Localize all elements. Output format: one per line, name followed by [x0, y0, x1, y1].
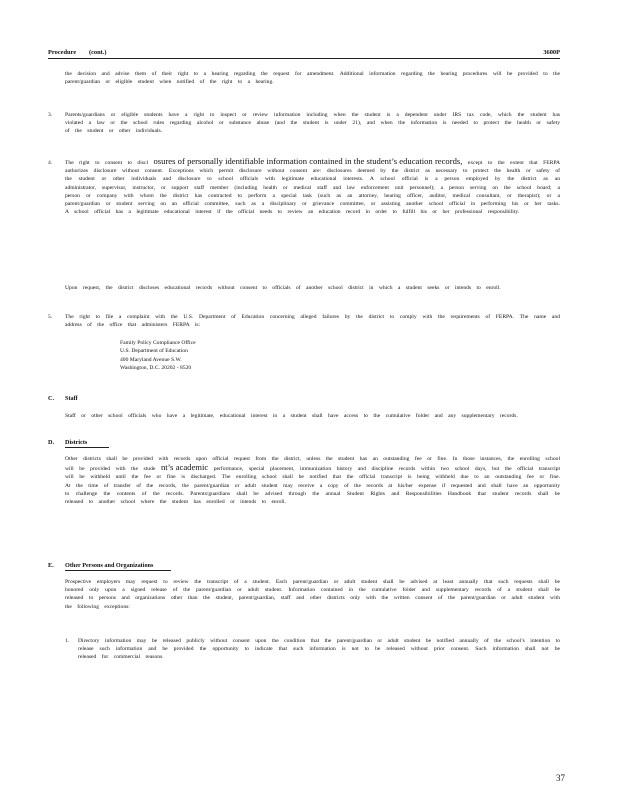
item-3-text: Parents/guardians or eligible students have a right to inspect or review information including when the student is a dependent under IRS tax code, which the student has violated a law or the school rules regarding alcohol or substance abuse (and the student is under 21), and when the information is needed to protect the health or safety of the student or other individuals.: [65, 112, 560, 135]
section-e-text: Prospective employers may request to review the transcript of a student. Each parent/guardian or adult student shall be advised at least annually that such requests shall be honored only upon a signed release of the parent/guardian or adult student. Information contained in the cumulative folder and supplementary records of a student shall be released to persons and organizations other than the student, parent/guardian, staff and other districts only with the written consent of the parent/guardian or adult student with the following exceptions:: [65, 579, 560, 610]
section-d-body: performance, special placement, immunization history and discipline records within two school days, but the official transcript will be withheld until the fee or fine is discharged. The enrolling school shall be notified that the official transcript is being withheld due to an outstanding fee or fine. At the time of transfer of the records, the parent/guardian or adult student may receive a copy of the records at his/her expense if requested and shall have an opportunity to challenge the contents of the records. Parents/guardians shall be advised through the annual Student Rights and Responsibilities Handbook that student records shall be released to another school where the student has enrolled or intends to enroll.: [65, 466, 560, 506]
item-4-heading-text: osures of personally identifiable information contained in the student’s education records,: [153, 156, 463, 166]
item-4-text: [65, 157, 560, 216]
section-d-lead: Other districts shall be provided with records upon official request from the district, unless the student has an outstanding fee or fine. In those instances, the enrolling school will be provided with the stude: [65, 456, 560, 473]
section-d-title: Districts: [65, 439, 109, 448]
section-d-big-text: nt’s academic: [160, 462, 209, 473]
item-number-5: 5.: [48, 314, 53, 320]
section-c-letter: C.: [48, 395, 55, 402]
section-c-title: Staff: [65, 395, 78, 402]
policy-number: 3600P: [543, 49, 560, 56]
section-d-letter: D.: [48, 439, 55, 446]
section-c-text: Staff or other school officials who have a legitimate, educational interest in a student shall have access to the cumulative folder and any supplementary records.: [65, 413, 518, 419]
page-header: [48, 49, 560, 57]
item-4-extra: Upon request, the district discloses educational records without consent to officials of another school district in which a student seeks or intends to enroll.: [65, 285, 501, 291]
section-d-text: [65, 455, 560, 506]
header-rule: [48, 58, 560, 59]
address-line: Washington, D.C. 20202 - 8520: [120, 364, 192, 371]
procedure-label: Procedure (cont.): [48, 49, 107, 56]
item-5-text: The right to file a complaint with the U.S. Department of Education concerning alleged failures by the district to comply with the requirements of FERPA. The name and address of the office that administers FERPA is:: [65, 314, 560, 329]
intro-paragraph: the decision and advise them of their right to a hearing regarding the request for amendment. Additional information regarding the hearing procedures will be provided to the parent/guardian or eligible student when notified of the right to a hearing.: [65, 71, 560, 86]
section-e-sub-number: 1.: [65, 638, 70, 644]
section-e-title: Other Persons and Organizations: [65, 562, 171, 571]
section-e-sub-text: Directory information may be released publicly without consent upon the condition that the parent/guardian or adult student be notified annually of the school’s intention to release such information and be provided the opportunity to indicate that such information is not to be released without prior consent. Such information shall not be released for commercial reasons.: [78, 638, 560, 661]
item-4-lead: The right to consent to discl: [65, 160, 149, 166]
item-4-body: except to the extent that FERPA authorizes disclosure without consent. Exceptions which permit disclosure without consent are: disclosures deemed by the district as necessary to protect the health or safety of the student or other individuals and disclosure to school officials with legitimate educational interests. A school official is a person employed by the district as an administrator, supervisor, instructor, or support staff member (including health or medical staff and law enforcement unit personnel); a person serving on the school board; a person or company with whom the district has contracted to perform a special task (such as an attorney, hearing officer, auditor, medical consultant, or therapist); or a parent/guardian or student serving on an official committee, such as a disciplinary or grievance committee, or assisting another school official in performing his or her tasks. A school official has a legitimate educational interest if the official needs to review an education record in order to fulfill his or her professional responsibility.: [65, 160, 560, 216]
ferpa-address: [120, 339, 340, 372]
address-line: U.S. Department of Education: [120, 348, 188, 355]
address-line: 400 Maryland Avenue S.W.: [120, 356, 182, 363]
address-line: Family Policy Compliance Office: [120, 340, 196, 346]
item-number-4: 4.: [48, 160, 53, 166]
item-number-3: 3.: [48, 112, 53, 118]
page-number: 37: [556, 773, 565, 783]
section-e-letter: E.: [48, 562, 54, 569]
